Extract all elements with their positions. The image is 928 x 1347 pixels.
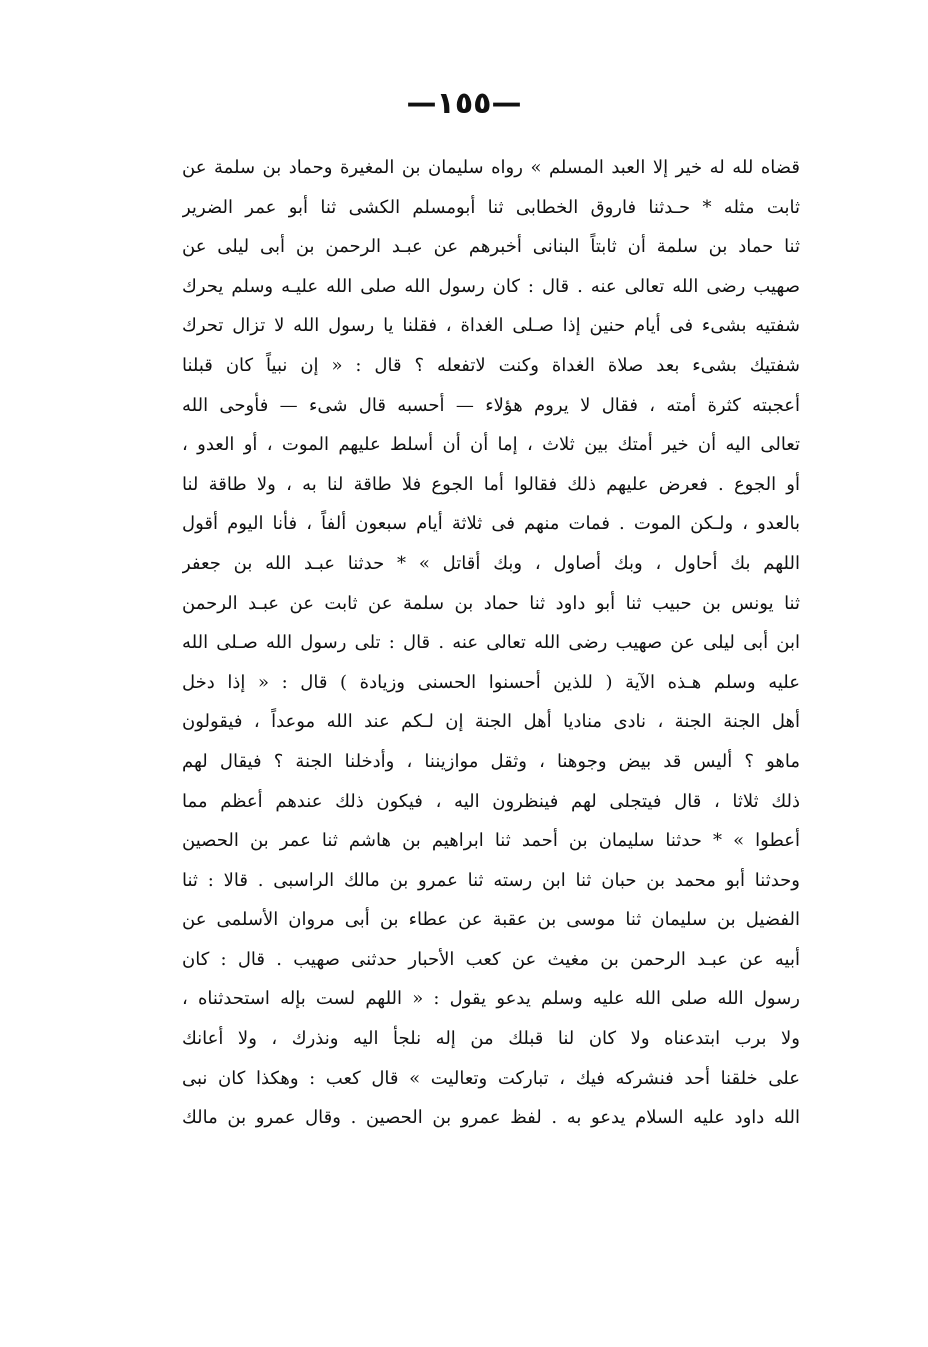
text-line: أهل الجنة الجنة ، نادى مناديا أهل الجنة إن لـكم عند الله موعداً ، فيقولون [182,711,800,733]
text-line: رسول الله صلى الله عليه وسلم يدعو يقول : « اللهم لست بإله استحدثناه ، [182,988,800,1010]
text-line: على خلقنا أحد فنشركه فيك ، تباركت وتعاليت » قال كعب : وهكذا كان نبى [182,1067,800,1089]
text-line: أعطوا » * حدثنا سليمان بن أحمد ثنا ابراهيم بن هاشم ثنا عمر بن الحصين [182,830,800,852]
page-number: —١٥٥— [406,86,522,121]
text-line: ثنا يونس بن حبيب ثنا أبو داود ثنا حماد بن سلمة عن ثابت عن عبـد الرحمن [182,592,800,614]
text-line: ولا برب ابتدعناه ولا كان لنا قبلك من إله نلجأ اليه ونذرك ، ولا أعانك [182,1028,800,1050]
text-line: الله داود عليه السلام يدعو به . لفظ عمرو بن الحصين . وقال عمرو بن مالك [182,1107,800,1129]
text-line: ابن أبى ليلى عن صهيب رضى الله تعالى عنه . قال : تلى رسول الله صـلى الله [182,632,800,654]
body-text [182,148,800,1138]
text-line: ثنا حماد بن سلمة أن ثابتاً البنانى أخبرهم عن عبـد الرحمن بن أبى ليلى عن [182,236,800,258]
text-line: أعجبته كثرة أمته ، فقال لا يروم هؤلاء — أحسبه قال شىء — فأوحى الله [182,394,800,416]
text-line: وحدثنا أبو محمد بن حبان ثنا ابن رسته ثنا عمرو بن مالك الراسبى . قالا : ثنا [182,869,800,891]
text-line: أو الجوع . فعرض عليهم ذلك فقالوا أما الجوع فلا طاقة لنا به ، ولا طاقة لنا [182,473,800,495]
text-line: بالعدو ، ولـكن الموت . فمات منهم فى ثلاثة أيام سبعون ألفاً ، فأنا اليوم أقول [182,513,800,535]
text-line: شفتيك بشىء بعد صلاة الغداة وكنت لاتفعله ؟ قال : « إن نبياً كان قبلنا [182,354,800,376]
text-line: ثابت مثله * حـدثنا فاروق الخطابى ثنا أبومسلم الكشى ثنا أبو عمر الضرير [182,196,800,218]
text-line: شفتيه بشىء فى أيام حنين إذا صـلى الغداة ، فقلنا يا رسول الله لا تزال تحرك [182,315,800,337]
text-line: قضاه لله له خير إلا العبد المسلم » رواه سليمان بن المغيرة وحماد بن سلمة عن [182,157,800,178]
text-line: الفضيل بن سليمان ثنا موسى بن عقبة عن عطاء بن أبى مروان الأسلمى عن [182,909,800,931]
text-line: ذلك ثلاثا ، قال فيتجلى لهم فينظرون اليه ، فيكون ذلك عندهم أعظم مما [182,790,800,812]
text-line: اللهم بك أحاول ، وبك أصاول ، وبك أقاتل » * حدثنا عبـد الله بن جعفر [182,552,800,574]
text-line: تعالى اليه أن خير أمتك بين ثلاث ، إما أن أن أسلط عليهم الموت ، أو العدو ، [182,434,800,456]
text-line: أبيه عن عبـد الرحمن بن مغيث عن كعب الأحبار حدثنى صهيب . قال : كان [182,948,800,970]
text-line: ماهو ؟ أليس قد بيض وجوهنا ، وثقل موازيننا ، وأدخلنا الجنة ؟ فيقال لهم [182,750,800,772]
text-line: صهيب رضى الله تعالى عنه . قال : كان رسول الله صلى الله عليـه وسلم يحرك [182,275,800,297]
text-line: عليه وسلم هـذه الآية ( للذين أحسنوا الحسنى وزيادة ) قال : « إذا دخل [182,671,800,693]
